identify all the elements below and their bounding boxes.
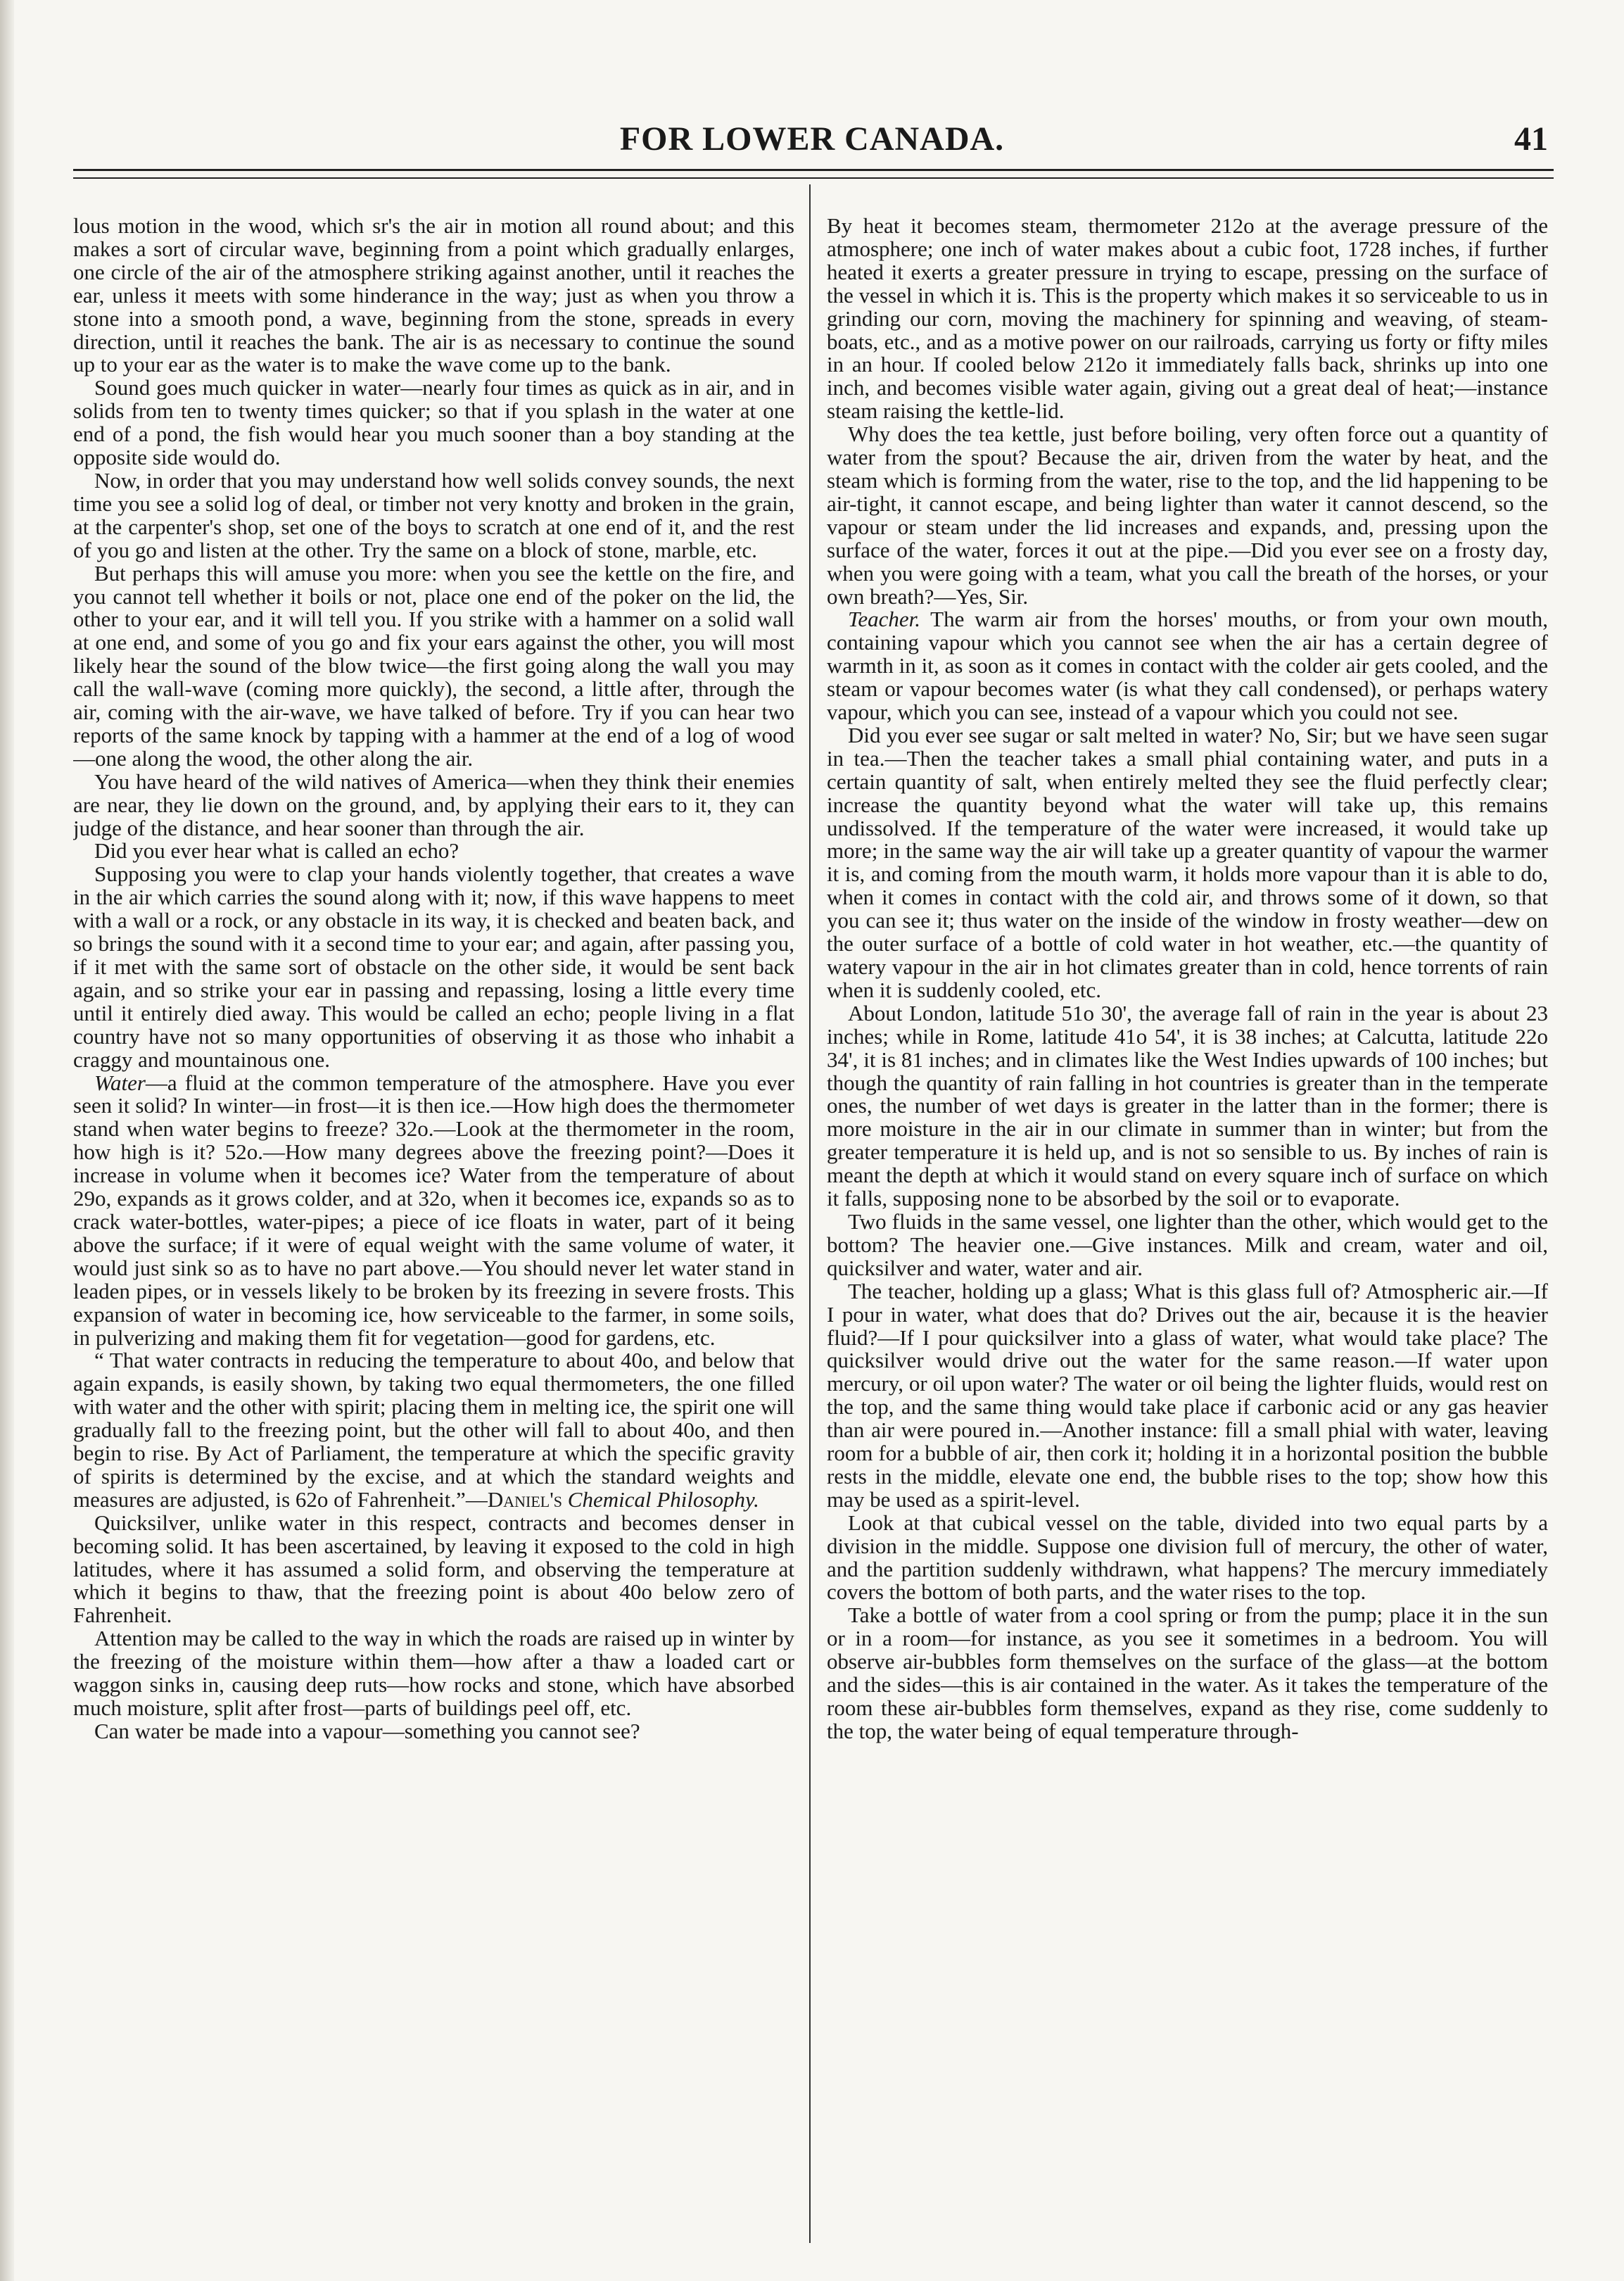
paragraph: Can water be made into a vapour—something you cannot see? xyxy=(94,1718,640,1743)
header-rule-bottom xyxy=(73,177,1554,179)
paragraph-teacher xyxy=(827,608,1548,724)
page-header xyxy=(0,120,1624,176)
paragraph: Did you ever see sugar or salt melted in water? No, Sir; but we have seen sugar in tea.—Then the teacher takes a small phial containing water, and puts in a certain quantity of salt, when entirely melted they see the fluid perfectly clear; increase the quantity beyond what the water will take up, this remains undissolved. If the temperature of the water were increased, it would take up more; in the same way the air will take up a greater quantity of vapour the warmer it is, and coming from the mouth warm, it holds more vapour than it is able to do, when it comes in contact with the cold air, and throws some of it down, so that you can see it; thus water on the inside of the window in frosty weather—dew on the outer surface of a bottle of cold water in hot weather, etc.—the quantity of watery vapour in the air in hot climates greater than in cold, hence torrents of rain when it is suddenly cooled, etc. xyxy=(827,722,1548,1002)
paragraph: Quicksilver, unlike water in this respect, contracts and becomes denser in becoming solid. It has been ascertained, by leaving it exposed to the cold in high latitudes, where it has assumed a solid form, and observing the temperature at which it begins to thaw, that the freezing point is about 40o below zero of Fahrenheit. xyxy=(73,1510,794,1628)
page-binding-edge xyxy=(0,0,14,2281)
paragraph: You have heard of the wild natives of America—when they think their enemies are near, they lie down on the ground, and, by applying their ears to it, they can judge of the distance, and hear sooner than through the air. xyxy=(73,769,794,840)
paragraph: Look at that cubical vessel on the table, divided into two equal parts by a division in the middle. Suppose one division full of mercury, the other of water, and the partition suddenly withdrawn, what happens? The mercury immediately covers the bottom of both parts, and the water rises to the top. xyxy=(827,1510,1548,1605)
left-column xyxy=(73,215,794,2235)
paragraph: By heat it becomes steam, thermometer 212o at the average pressure of the atmosphere; one inch of water makes about a cubic foot, 1728 inches, if further heated it exerts a greater pressure in trying to escape, pressing on the surface of the vessel in which it is. This is the property which makes it so serviceable to us in grinding our corn, moving the machinery for spinning and weaving, of steam-boats, etc., and as a motive power on our railroads, carrying us forty or fifty miles in an hour. If cooled below 212o it immediately falls back, shrinks up into one inch, and becomes visible water again, giving out a great deal of heat;—instance steam raising the kettle-lid. xyxy=(827,215,1548,424)
citation-author: Daniel's xyxy=(487,1486,563,1512)
running-title: FOR LOWER CANADA. xyxy=(619,120,1005,158)
citation-work: Chemical Philosophy. xyxy=(567,1486,759,1512)
paragraph: Did you ever hear what is called an echo? xyxy=(94,838,459,864)
paragraph: The teacher, holding up a glass; What is this glass full of? Atmospheric air.—If I pour in water, what does that do? Drives out the air, because it is the heavier fluid?—If I pour quicksilver into a glass of water, what would take place? The quicksilver would drive out the water for the same reason.—If water upon mercury, or oil upon water? The water or oil being the lighter fluids, would rest on the top, and the same thing would take place if carbonic acid or any gas heavier than air were poured in.—Another instance: fill a small phial with water, leaving room for a bubble of air, then cork it; holding it in a horizontal position the bubble rests in the middle, elevate one end, the bubble rises to the top; show how this may be used as a spirit-level. xyxy=(827,1278,1548,1512)
paragraph: lous motion in the wood, which sr's the air in motion all round about; and this makes a sort of circular wave, beginning from a point which gradually enlarges, one circle of the air of the atmosphere striking against another, until it reaches the ear, unless it meets with some hinderance in the way; just as when you throw a stone into a smooth pond, a wave, beginning from the stone, spreads in every direction, until it reaches the bank. The air is as necessary to continue the sound up to your ear as the water is to make the wave come up to the bank. xyxy=(73,215,794,377)
quotation-text: “ That water contracts in reducing the temperature to about 40o, and below that again expands, is easily shown, by taking two equal thermometers, the one filled with water and the other with spirit; placing them in melting ice, the spirit one will gradually fall to the freezing point, but the other will fall to about 40o, and then begin to rise. By Act of Parliament, the temperature at which the specific gravity of spirits is determined by the excise, and at which the standard weights and measures are adjusted, is 62o of Fahrenheit.”— xyxy=(73,1348,794,1512)
paragraph: Sound goes much quicker in water—nearly four times as quick as in air, and in solids from ten to twenty times quicker; so that if you splash in the water at one end of a pond, the fish would hear you much sooner than a boy standing at the opposite side would do. xyxy=(73,375,794,470)
lead-word: Teacher. xyxy=(848,607,921,632)
paragraph: Attention may be called to the way in which the roads are raised up in winter by the freezing of the moisture within them—how after a thaw a loaded cart or waggon sinks in, causing deep ruts—how rocks and stone, which have absorbed much moisture, split after frost—parts of buildings peel off, etc. xyxy=(73,1626,794,1720)
header-rule-top xyxy=(73,169,1554,171)
lead-word: Water xyxy=(94,1070,146,1095)
right-column xyxy=(827,215,1548,2235)
paragraph: Why does the tea kettle, just before boiling, very often force out a quantity of water from the spout? Because the air, driven from the water by heat, and the steam which is forming from the water, rise to the top, and the lid happening to be air-tight, it cannot escape, and being lighter than water it cannot descend, so the vapour or steam under the lid increases and expands, and, pressing upon the surface of the water, forces it out at the pipe.—Did you ever see on a frosty day, when you were going with a team, what you call the breath of the horses, or your own breath?—Yes, Sir. xyxy=(827,422,1548,609)
column-divider xyxy=(809,184,811,2243)
paragraph: But perhaps this will amuse you more: when you see the kettle on the fire, and you cannot tell whether it boils or not, place one end of the poker on the lid, the other to your ear, and it will tell you. If you strike with a hammer on a solid wall at one end, and some of you go and fix your ears against the other, you will most likely hear the sound of the blow twice—the first going along the wall you may call the wall-wave (coming more quickly), the second, a little after, through the air, coming with the air-wave, we have talked of before. Try if you can hear two reports of the same knock by tapping with a hammer at the end of a log of wood—one along the wood, the other along the air. xyxy=(73,560,794,771)
quotation-paragraph xyxy=(73,1349,794,1511)
paragraph-water xyxy=(73,1072,794,1350)
paragraph-text: —a fluid at the common temperature of the atmosphere. Have you ever seen it solid? In winter—in frost—it is then ice.—How high does the thermometer stand when water begins to freeze? 32o.—Look at the thermometer in the room, how high is it? 52o.—How many degrees above the freezing point?—Does it increase in volume when it becomes ice? Water from the temperature of about 29o, expands as it grows colder, and at 32o, when it becomes ice, expands so as to crack water-bottles, water-pipes; a piece of ice floats in water, part of it being above the surface; if it were of equal weight with the same volume of water, it would just sink so as to have no part above.—You should never let water stand in leaden pipes, or in vessels likely to be broken by its freezing in severe frosts. This expansion of water in becoming ice, how serviceable to the farmer, in some soils, in pulverizing and making them fit for vegetation—good for gardens, etc. xyxy=(73,1070,794,1350)
page-number: 41 xyxy=(1514,120,1548,158)
paragraph: Two fluids in the same vessel, one lighter than the other, which would get to the bottom? The heavier one.—Give instances. Milk and cream, water and oil, quicksilver and water, water and air. xyxy=(827,1208,1548,1280)
paragraph: Now, in order that you may understand how well solids convey sounds, the next time you see a solid log of deal, or timber not very knotty and broken in the grain, at the carpenter's shop, set one of the boys to scratch at one end of it, and the rest of you go and listen at the other. Try the same on a block of stone, marble, etc. xyxy=(73,467,794,562)
paragraph: Supposing you were to clap your hands violently together, that creates a wave in the air which carries the sound along with it; now, if this wave happens to meet with a wall or a rock, or any obstacle in its way, it is checked and beaten back, and so brings the sound with it a second time to your ear; and again, after passing you, if it met with the same sort of obstacle on the other side, it would be sent back again, and so strike your ear in passing and repassing, losing a little every time until it entirely died away. This would be called an echo; people living in a flat country have not so many opportunities of observing it as those who inhabit a craggy and mountainous one. xyxy=(73,861,794,1072)
paragraph-text: The warm air from the horses' mouths, or from your own mouth, containing vapour which you cannot see when the air has a certain degree of warmth in it, as soon as it comes in contact with the colder air gets cooled, and the steam or vapour becomes water (is what they call condensed), or perhaps watery vapour, which you can see, instead of a vapour which you could not see. xyxy=(827,607,1548,725)
paragraph: About London, latitude 51o 30', the average fall of rain in the year is about 23 inches; while in Rome, latitude 41o 54', it is 38 inches; at Calcutta, latitude 22o 34', it is 81 inches; and in climates like the West Indies upwards of 100 inches; but though the quantity of rain falling in hot countries is greater than in the temperate ones, the number of wet days is greater in the latter than in the former; there is more moisture in the air in our climate in summer than in winter; but from the greater temperature it is held up, and is not so sensible to us. By inches of rain is meant the depth at which it would stand on every square inch of surface on which it falls, supposing none to be absorbed by the soil or to evaporate. xyxy=(827,1000,1548,1211)
paragraph: Take a bottle of water from a cool spring or from the pump; place it in the sun or in a room—for instance, as you see it sometimes in a bedroom. You will observe air-bubbles form themselves on the surface of the glass—at the bottom and the sides—this is air contained in the water. As it takes the temperature of the room these air-bubbles form themselves, expand as they rise, come suddenly to the top, the water being of equal temperature through- xyxy=(827,1603,1548,1743)
